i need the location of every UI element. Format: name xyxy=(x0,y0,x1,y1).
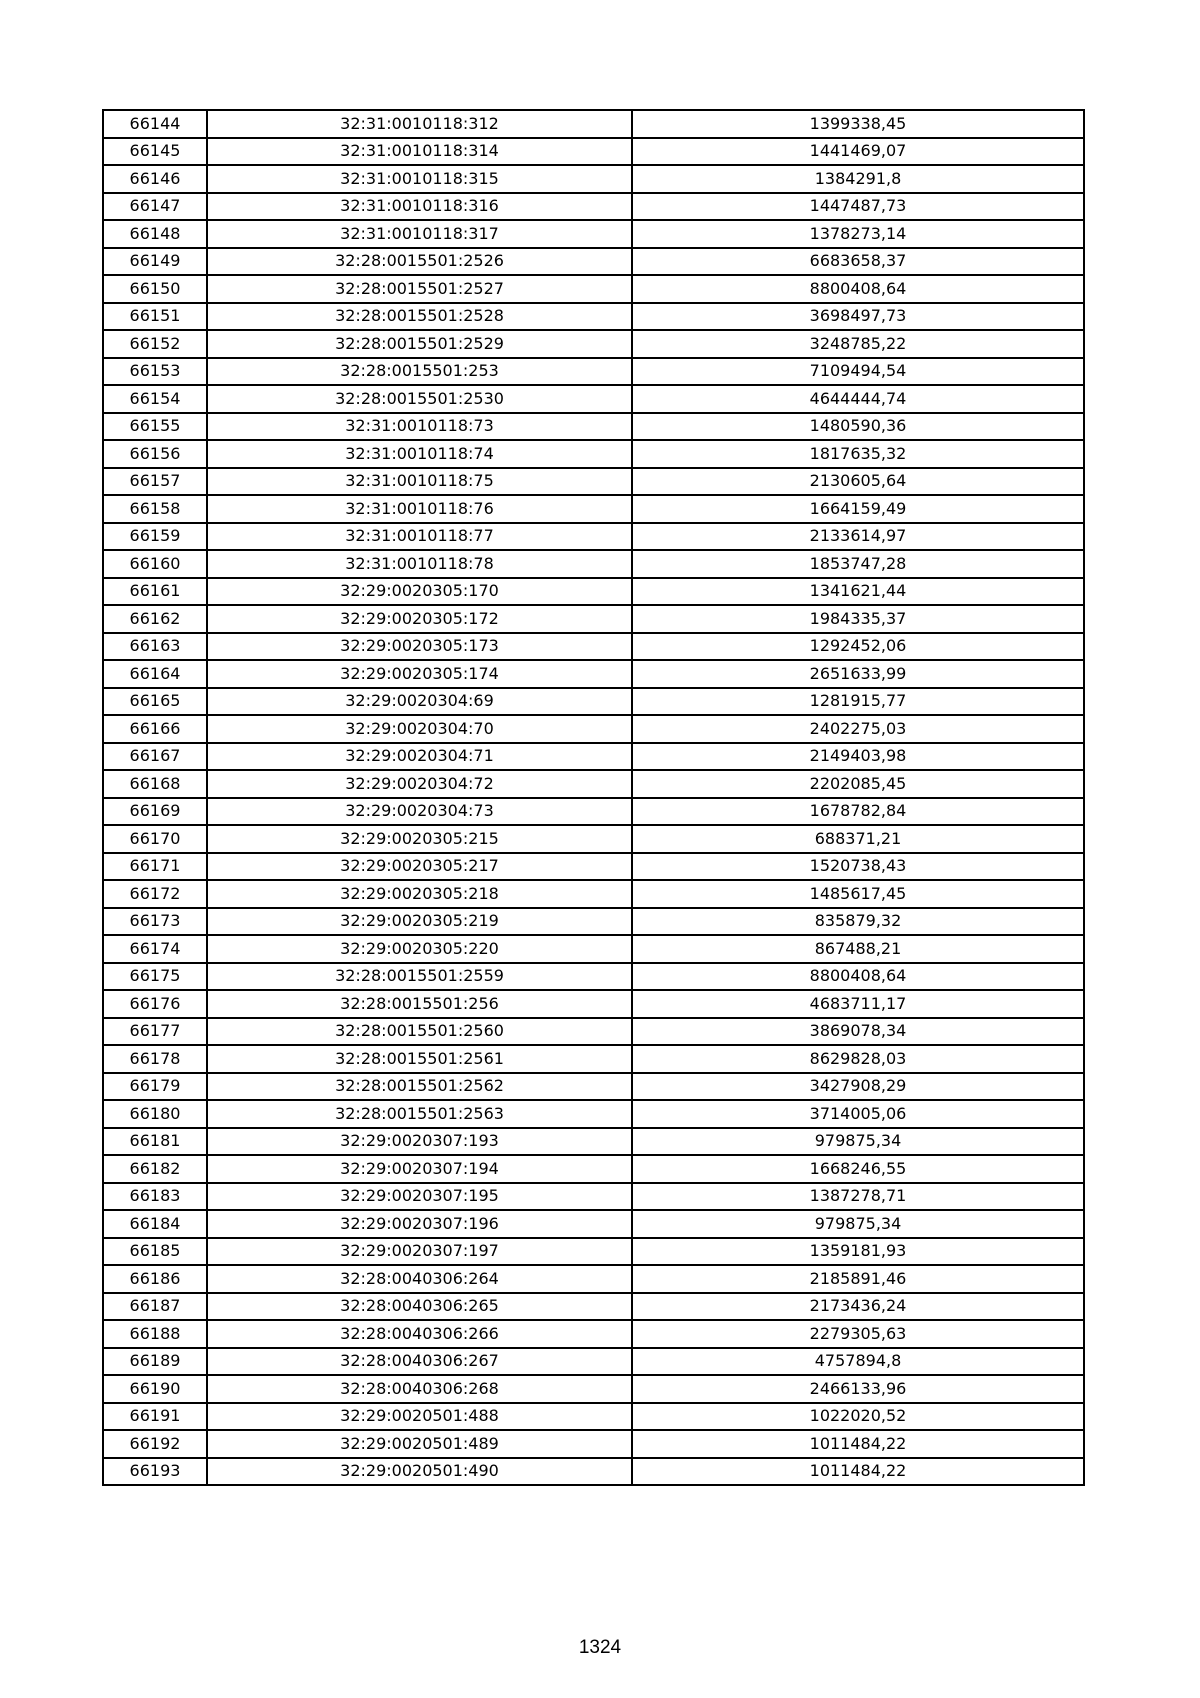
cadastral-number-cell: 32:28:0040306:267 xyxy=(207,1348,632,1376)
cadastral-number-cell: 32:28:0015501:2528 xyxy=(207,303,632,331)
row-number-cell: 66155 xyxy=(103,413,207,441)
cadastral-number-cell: 32:29:0020307:195 xyxy=(207,1183,632,1211)
cadastral-number-cell: 32:29:0020307:196 xyxy=(207,1210,632,1238)
row-number-cell: 66179 xyxy=(103,1073,207,1101)
value-cell: 1359181,93 xyxy=(632,1238,1084,1266)
table-row xyxy=(103,880,1084,908)
table-row xyxy=(103,605,1084,633)
row-number-cell: 66148 xyxy=(103,220,207,248)
cadastral-number-cell: 32:29:0020304:72 xyxy=(207,770,632,798)
cadastral-number-cell: 32:28:0015501:2561 xyxy=(207,1045,632,1073)
value-cell: 1984335,37 xyxy=(632,605,1084,633)
row-number-cell: 66182 xyxy=(103,1155,207,1183)
row-number-cell: 66161 xyxy=(103,578,207,606)
cadastral-number-cell: 32:28:0015501:2560 xyxy=(207,1018,632,1046)
row-number-cell: 66177 xyxy=(103,1018,207,1046)
value-cell: 2202085,45 xyxy=(632,770,1084,798)
row-number-cell: 66163 xyxy=(103,633,207,661)
table-row xyxy=(103,138,1084,166)
table-row xyxy=(103,1045,1084,1073)
row-number-cell: 66158 xyxy=(103,495,207,523)
row-number-cell: 66188 xyxy=(103,1320,207,1348)
table-row xyxy=(103,1128,1084,1156)
value-cell: 2651633,99 xyxy=(632,660,1084,688)
value-cell: 3698497,73 xyxy=(632,303,1084,331)
value-cell: 1441469,07 xyxy=(632,138,1084,166)
row-number-cell: 66178 xyxy=(103,1045,207,1073)
table-row xyxy=(103,1293,1084,1321)
row-number-cell: 66144 xyxy=(103,110,207,138)
table-row xyxy=(103,1458,1084,1486)
value-cell: 1022020,52 xyxy=(632,1403,1084,1431)
table-row xyxy=(103,523,1084,551)
table-row xyxy=(103,578,1084,606)
row-number-cell: 66164 xyxy=(103,660,207,688)
cadastral-number-cell: 32:31:0010118:76 xyxy=(207,495,632,523)
cadastral-number-cell: 32:28:0040306:265 xyxy=(207,1293,632,1321)
row-number-cell: 66166 xyxy=(103,715,207,743)
row-number-cell: 66160 xyxy=(103,550,207,578)
cadastral-number-cell: 32:28:0040306:266 xyxy=(207,1320,632,1348)
cadastral-number-cell: 32:28:0015501:2562 xyxy=(207,1073,632,1101)
table-row xyxy=(103,385,1084,413)
cadastral-number-cell: 32:29:0020307:197 xyxy=(207,1238,632,1266)
cadastral-number-cell: 32:29:0020305:220 xyxy=(207,935,632,963)
row-number-cell: 66176 xyxy=(103,990,207,1018)
row-number-cell: 66185 xyxy=(103,1238,207,1266)
table-row xyxy=(103,358,1084,386)
value-cell: 3714005,06 xyxy=(632,1100,1084,1128)
row-number-cell: 66156 xyxy=(103,440,207,468)
value-cell: 8629828,03 xyxy=(632,1045,1084,1073)
value-cell: 835879,32 xyxy=(632,908,1084,936)
value-cell: 1664159,49 xyxy=(632,495,1084,523)
table-row xyxy=(103,1183,1084,1211)
row-number-cell: 66147 xyxy=(103,193,207,221)
table-row xyxy=(103,1155,1084,1183)
value-cell: 1011484,22 xyxy=(632,1458,1084,1486)
value-cell: 7109494,54 xyxy=(632,358,1084,386)
row-number-cell: 66162 xyxy=(103,605,207,633)
row-number-cell: 66180 xyxy=(103,1100,207,1128)
cadastral-number-cell: 32:31:0010118:78 xyxy=(207,550,632,578)
row-number-cell: 66193 xyxy=(103,1458,207,1486)
cadastral-number-cell: 32:29:0020305:218 xyxy=(207,880,632,908)
row-number-cell: 66184 xyxy=(103,1210,207,1238)
value-cell: 1011484,22 xyxy=(632,1430,1084,1458)
row-number-cell: 66151 xyxy=(103,303,207,331)
table-row xyxy=(103,1348,1084,1376)
cadastral-number-cell: 32:28:0015501:253 xyxy=(207,358,632,386)
row-number-cell: 66159 xyxy=(103,523,207,551)
table-row xyxy=(103,1100,1084,1128)
row-number-cell: 66170 xyxy=(103,825,207,853)
table-row xyxy=(103,468,1084,496)
value-cell: 2173436,24 xyxy=(632,1293,1084,1321)
value-cell: 4644444,74 xyxy=(632,385,1084,413)
row-number-cell: 66150 xyxy=(103,275,207,303)
table-row xyxy=(103,770,1084,798)
row-number-cell: 66183 xyxy=(103,1183,207,1211)
table-row xyxy=(103,193,1084,221)
value-cell: 979875,34 xyxy=(632,1128,1084,1156)
row-number-cell: 66175 xyxy=(103,963,207,991)
value-cell: 1817635,32 xyxy=(632,440,1084,468)
cadastral-number-cell: 32:29:0020501:490 xyxy=(207,1458,632,1486)
value-cell: 867488,21 xyxy=(632,935,1084,963)
row-number-cell: 66169 xyxy=(103,798,207,826)
cadastral-number-cell: 32:29:0020305:217 xyxy=(207,853,632,881)
cadastral-number-cell: 32:28:0015501:2527 xyxy=(207,275,632,303)
row-number-cell: 66153 xyxy=(103,358,207,386)
value-cell: 3248785,22 xyxy=(632,330,1084,358)
cadastral-number-cell: 32:29:0020305:219 xyxy=(207,908,632,936)
cadastral-number-cell: 32:29:0020307:193 xyxy=(207,1128,632,1156)
value-cell: 8800408,64 xyxy=(632,275,1084,303)
row-number-cell: 66168 xyxy=(103,770,207,798)
cadastral-number-cell: 32:29:0020304:69 xyxy=(207,688,632,716)
value-cell: 1378273,14 xyxy=(632,220,1084,248)
cadastral-number-cell: 32:29:0020501:488 xyxy=(207,1403,632,1431)
value-cell: 1387278,71 xyxy=(632,1183,1084,1211)
cadastral-number-cell: 32:29:0020304:71 xyxy=(207,743,632,771)
value-cell: 2149403,98 xyxy=(632,743,1084,771)
value-cell: 2133614,97 xyxy=(632,523,1084,551)
value-cell: 2466133,96 xyxy=(632,1375,1084,1403)
table-row xyxy=(103,495,1084,523)
value-cell: 1341621,44 xyxy=(632,578,1084,606)
table-row xyxy=(103,248,1084,276)
row-number-cell: 66187 xyxy=(103,1293,207,1321)
cadastral-number-cell: 32:31:0010118:317 xyxy=(207,220,632,248)
row-number-cell: 66157 xyxy=(103,468,207,496)
table-row xyxy=(103,633,1084,661)
value-cell: 1520738,43 xyxy=(632,853,1084,881)
table-row xyxy=(103,715,1084,743)
table-row xyxy=(103,990,1084,1018)
table-row xyxy=(103,165,1084,193)
value-cell: 1853747,28 xyxy=(632,550,1084,578)
table-row xyxy=(103,1238,1084,1266)
table-row xyxy=(103,1073,1084,1101)
table-row xyxy=(103,303,1084,331)
table-row xyxy=(103,825,1084,853)
row-number-cell: 66149 xyxy=(103,248,207,276)
cadastral-number-cell: 32:31:0010118:314 xyxy=(207,138,632,166)
value-cell: 1447487,73 xyxy=(632,193,1084,221)
row-number-cell: 66146 xyxy=(103,165,207,193)
row-number-cell: 66172 xyxy=(103,880,207,908)
row-number-cell: 66167 xyxy=(103,743,207,771)
cadastral-number-cell: 32:28:0015501:2529 xyxy=(207,330,632,358)
table-body xyxy=(103,110,1084,1485)
cadastral-number-cell: 32:28:0015501:2526 xyxy=(207,248,632,276)
cadastral-number-cell: 32:28:0040306:264 xyxy=(207,1265,632,1293)
row-number-cell: 66191 xyxy=(103,1403,207,1431)
cadastral-number-cell: 32:28:0015501:256 xyxy=(207,990,632,1018)
value-cell: 1292452,06 xyxy=(632,633,1084,661)
value-cell: 1485617,45 xyxy=(632,880,1084,908)
cadastral-number-cell: 32:31:0010118:73 xyxy=(207,413,632,441)
cadastral-number-cell: 32:28:0015501:2530 xyxy=(207,385,632,413)
table-row xyxy=(103,743,1084,771)
table-row xyxy=(103,413,1084,441)
value-cell: 1399338,45 xyxy=(632,110,1084,138)
table-row xyxy=(103,660,1084,688)
table-row xyxy=(103,1320,1084,1348)
table-row xyxy=(103,935,1084,963)
value-cell: 3869078,34 xyxy=(632,1018,1084,1046)
cadastral-number-cell: 32:29:0020305:174 xyxy=(207,660,632,688)
row-number-cell: 66154 xyxy=(103,385,207,413)
cadastral-number-cell: 32:28:0015501:2563 xyxy=(207,1100,632,1128)
row-number-cell: 66165 xyxy=(103,688,207,716)
cadastral-number-cell: 32:29:0020305:172 xyxy=(207,605,632,633)
value-cell: 2185891,46 xyxy=(632,1265,1084,1293)
cadastral-number-cell: 32:31:0010118:74 xyxy=(207,440,632,468)
table-row xyxy=(103,1375,1084,1403)
table-row xyxy=(103,330,1084,358)
cadastral-number-cell: 32:31:0010118:312 xyxy=(207,110,632,138)
cadastral-number-cell: 32:31:0010118:316 xyxy=(207,193,632,221)
value-cell: 2402275,03 xyxy=(632,715,1084,743)
cadastral-number-cell: 32:29:0020307:194 xyxy=(207,1155,632,1183)
cadastral-number-cell: 32:29:0020305:215 xyxy=(207,825,632,853)
table-row xyxy=(103,1265,1084,1293)
row-number-cell: 66171 xyxy=(103,853,207,881)
cadastral-number-cell: 32:29:0020305:170 xyxy=(207,578,632,606)
value-cell: 1281915,77 xyxy=(632,688,1084,716)
table-row xyxy=(103,1430,1084,1458)
cadastral-number-cell: 32:29:0020305:173 xyxy=(207,633,632,661)
table-row xyxy=(103,220,1084,248)
data-table xyxy=(102,109,1085,1486)
value-cell: 979875,34 xyxy=(632,1210,1084,1238)
value-cell: 1480590,36 xyxy=(632,413,1084,441)
cadastral-number-cell: 32:29:0020304:73 xyxy=(207,798,632,826)
value-cell: 688371,21 xyxy=(632,825,1084,853)
value-cell: 4683711,17 xyxy=(632,990,1084,1018)
cadastral-number-cell: 32:31:0010118:315 xyxy=(207,165,632,193)
value-cell: 6683658,37 xyxy=(632,248,1084,276)
cadastral-number-cell: 32:29:0020304:70 xyxy=(207,715,632,743)
cadastral-number-cell: 32:31:0010118:77 xyxy=(207,523,632,551)
table-row xyxy=(103,963,1084,991)
value-cell: 2130605,64 xyxy=(632,468,1084,496)
cadastral-number-cell: 32:28:0015501:2559 xyxy=(207,963,632,991)
table-row xyxy=(103,688,1084,716)
row-number-cell: 66173 xyxy=(103,908,207,936)
table-row xyxy=(103,853,1084,881)
table-row xyxy=(103,1403,1084,1431)
cadastral-number-cell: 32:28:0040306:268 xyxy=(207,1375,632,1403)
cadastral-number-cell: 32:29:0020501:489 xyxy=(207,1430,632,1458)
value-cell: 2279305,63 xyxy=(632,1320,1084,1348)
row-number-cell: 66181 xyxy=(103,1128,207,1156)
table-row xyxy=(103,550,1084,578)
page-number: 1324 xyxy=(578,1637,622,1658)
table-row xyxy=(103,1018,1084,1046)
row-number-cell: 66190 xyxy=(103,1375,207,1403)
value-cell: 4757894,8 xyxy=(632,1348,1084,1376)
row-number-cell: 66145 xyxy=(103,138,207,166)
cadastral-number-cell: 32:31:0010118:75 xyxy=(207,468,632,496)
table-row xyxy=(103,798,1084,826)
row-number-cell: 66152 xyxy=(103,330,207,358)
value-cell: 1384291,8 xyxy=(632,165,1084,193)
row-number-cell: 66174 xyxy=(103,935,207,963)
value-cell: 1678782,84 xyxy=(632,798,1084,826)
table-row xyxy=(103,1210,1084,1238)
table-row xyxy=(103,275,1084,303)
row-number-cell: 66186 xyxy=(103,1265,207,1293)
value-cell: 8800408,64 xyxy=(632,963,1084,991)
table-row xyxy=(103,440,1084,468)
table-row xyxy=(103,908,1084,936)
row-number-cell: 66189 xyxy=(103,1348,207,1376)
table-row xyxy=(103,110,1084,138)
row-number-cell: 66192 xyxy=(103,1430,207,1458)
value-cell: 1668246,55 xyxy=(632,1155,1084,1183)
value-cell: 3427908,29 xyxy=(632,1073,1084,1101)
